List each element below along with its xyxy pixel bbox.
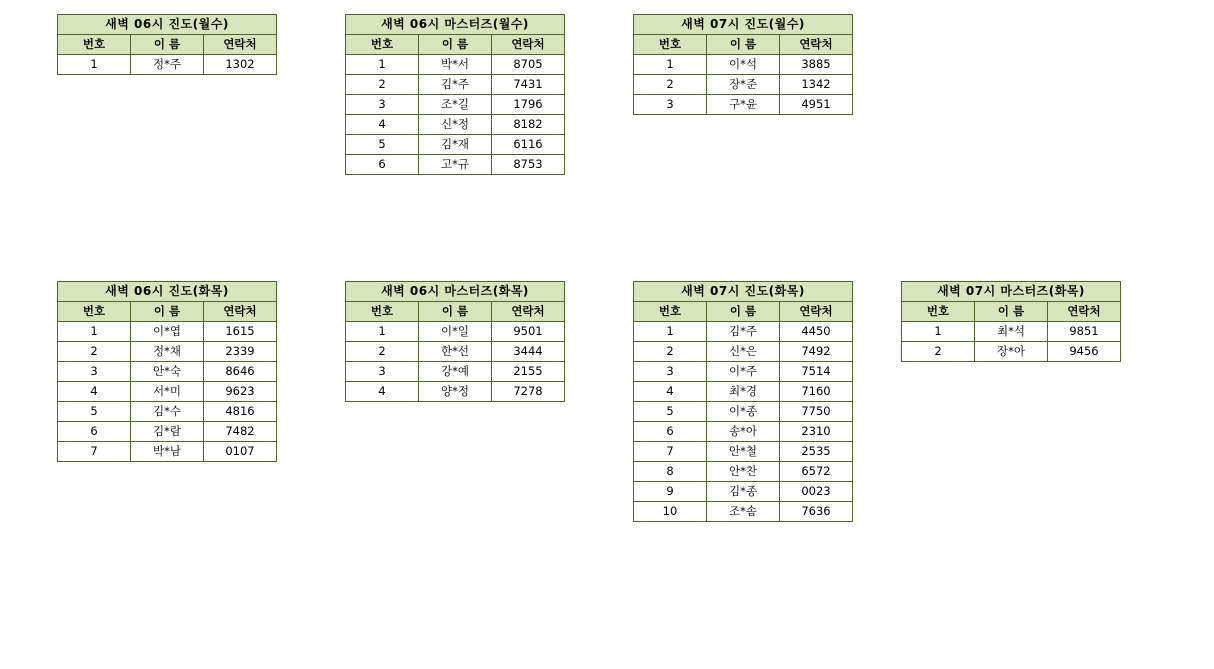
cell-number: 1	[346, 55, 419, 75]
cell-contact: 7431	[492, 75, 565, 95]
roster-table-dawn-06-jindo-tue-thu	[57, 281, 277, 462]
cell-contact: 1342	[780, 75, 853, 95]
cell-name: 최*석	[975, 322, 1048, 342]
table-row	[634, 75, 853, 95]
cell-contact: 2310	[780, 422, 853, 442]
column-header-0: 번호	[346, 35, 419, 55]
cell-number: 5	[634, 402, 707, 422]
cell-name: 신*은	[707, 342, 780, 362]
cell-contact: 9501	[492, 322, 565, 342]
cell-number: 1	[346, 322, 419, 342]
cell-contact: 6572	[780, 462, 853, 482]
cell-number: 3	[346, 362, 419, 382]
table-title: 새벽 06시 마스터즈(월수)	[346, 15, 565, 35]
cell-name: 안*철	[707, 442, 780, 462]
table-row	[58, 442, 277, 462]
table-title-row	[902, 282, 1121, 302]
table-header-row	[634, 302, 853, 322]
cell-number: 1	[58, 55, 131, 75]
column-header-2: 연락처	[204, 35, 277, 55]
column-header-2: 연락처	[492, 35, 565, 55]
table-row	[346, 135, 565, 155]
column-header-0: 번호	[58, 302, 131, 322]
cell-number: 1	[902, 322, 975, 342]
cell-number: 8	[634, 462, 707, 482]
table-header-row	[346, 35, 565, 55]
table-row	[634, 422, 853, 442]
column-header-0: 번호	[902, 302, 975, 322]
cell-contact: 3444	[492, 342, 565, 362]
cell-name: 김*종	[707, 482, 780, 502]
table-row	[634, 502, 853, 522]
cell-name: 김*주	[419, 75, 492, 95]
cell-contact: 4450	[780, 322, 853, 342]
table-row	[58, 382, 277, 402]
table-row	[58, 402, 277, 422]
cell-name: 조*솜	[707, 502, 780, 522]
table-title: 새벽 06시 진도(월수)	[58, 15, 277, 35]
column-header-1: 이 름	[131, 35, 204, 55]
cell-contact: 4816	[204, 402, 277, 422]
column-header-0: 번호	[634, 35, 707, 55]
table-header-row	[346, 302, 565, 322]
table-row	[634, 402, 853, 422]
cell-name: 이*석	[707, 55, 780, 75]
cell-number: 6	[346, 155, 419, 175]
cell-name: 김*수	[131, 402, 204, 422]
cell-number: 3	[634, 362, 707, 382]
cell-contact: 1302	[204, 55, 277, 75]
table-row	[634, 382, 853, 402]
cell-contact: 1615	[204, 322, 277, 342]
cell-contact: 2535	[780, 442, 853, 462]
table-row	[346, 322, 565, 342]
cell-contact: 7160	[780, 382, 853, 402]
table-title: 새벽 06시 마스터즈(화목)	[346, 282, 565, 302]
table-row	[634, 342, 853, 362]
cell-name: 정*주	[131, 55, 204, 75]
cell-name: 조*길	[419, 95, 492, 115]
cell-number: 4	[346, 382, 419, 402]
table-row	[902, 342, 1121, 362]
cell-contact: 7514	[780, 362, 853, 382]
table-row	[346, 382, 565, 402]
column-header-1: 이 름	[419, 302, 492, 322]
cell-number: 3	[634, 95, 707, 115]
cell-name: 안*숙	[131, 362, 204, 382]
cell-name: 최*경	[707, 382, 780, 402]
column-header-1: 이 름	[975, 302, 1048, 322]
cell-contact: 9623	[204, 382, 277, 402]
table-row	[634, 362, 853, 382]
cell-number: 2	[902, 342, 975, 362]
cell-name: 김*람	[131, 422, 204, 442]
cell-contact: 8753	[492, 155, 565, 175]
table-title-row	[346, 282, 565, 302]
cell-name: 장*준	[707, 75, 780, 95]
cell-name: 정*채	[131, 342, 204, 362]
table-row	[58, 362, 277, 382]
cell-name: 이*종	[707, 402, 780, 422]
cell-number: 4	[634, 382, 707, 402]
cell-number: 2	[634, 342, 707, 362]
cell-contact: 7636	[780, 502, 853, 522]
cell-name: 구*윤	[707, 95, 780, 115]
cell-contact: 2155	[492, 362, 565, 382]
cell-contact: 0107	[204, 442, 277, 462]
cell-name: 김*주	[707, 322, 780, 342]
table-title: 새벽 07시 진도(화목)	[634, 282, 853, 302]
cell-number: 2	[58, 342, 131, 362]
cell-contact: 8182	[492, 115, 565, 135]
table-title-row	[58, 282, 277, 302]
cell-number: 1	[58, 322, 131, 342]
cell-contact: 9851	[1048, 322, 1121, 342]
roster-table-dawn-06-masters-tue-thu	[345, 281, 565, 402]
table-title: 새벽 06시 진도(화목)	[58, 282, 277, 302]
table-title-row	[58, 15, 277, 35]
table-title-row	[634, 15, 853, 35]
column-header-2: 연락처	[780, 35, 853, 55]
table-row	[346, 115, 565, 135]
cell-contact: 9456	[1048, 342, 1121, 362]
cell-name: 서*미	[131, 382, 204, 402]
table-row	[634, 322, 853, 342]
cell-contact: 8705	[492, 55, 565, 75]
cell-number: 6	[58, 422, 131, 442]
table-row	[346, 95, 565, 115]
cell-contact: 7750	[780, 402, 853, 422]
table-title: 새벽 07시 마스터즈(화목)	[902, 282, 1121, 302]
table-row	[58, 422, 277, 442]
table-row	[346, 155, 565, 175]
cell-number: 2	[346, 75, 419, 95]
cell-name: 박*서	[419, 55, 492, 75]
cell-contact: 6116	[492, 135, 565, 155]
table-header-row	[58, 35, 277, 55]
cell-name: 김*재	[419, 135, 492, 155]
cell-contact: 0023	[780, 482, 853, 502]
roster-table-dawn-06-masters-mon-wed	[345, 14, 565, 175]
column-header-1: 이 름	[131, 302, 204, 322]
cell-number: 5	[58, 402, 131, 422]
cell-name: 신*정	[419, 115, 492, 135]
cell-contact: 7492	[780, 342, 853, 362]
column-header-1: 이 름	[707, 35, 780, 55]
cell-name: 박*남	[131, 442, 204, 462]
column-header-2: 연락처	[1048, 302, 1121, 322]
table-row	[346, 75, 565, 95]
cell-number: 5	[346, 135, 419, 155]
table-row	[58, 322, 277, 342]
cell-number: 7	[634, 442, 707, 462]
column-header-0: 번호	[634, 302, 707, 322]
cell-number: 7	[58, 442, 131, 462]
table-row	[346, 55, 565, 75]
cell-contact: 2339	[204, 342, 277, 362]
column-header-2: 연락처	[492, 302, 565, 322]
cell-number: 4	[346, 115, 419, 135]
cell-number: 1	[634, 322, 707, 342]
cell-name: 한*선	[419, 342, 492, 362]
column-header-0: 번호	[58, 35, 131, 55]
column-header-2: 연락처	[780, 302, 853, 322]
table-row	[634, 462, 853, 482]
column-header-1: 이 름	[419, 35, 492, 55]
cell-number: 6	[634, 422, 707, 442]
table-row	[634, 442, 853, 462]
cell-name: 송*아	[707, 422, 780, 442]
column-header-1: 이 름	[707, 302, 780, 322]
cell-number: 4	[58, 382, 131, 402]
cell-number: 1	[634, 55, 707, 75]
table-title-row	[634, 282, 853, 302]
cell-contact: 1796	[492, 95, 565, 115]
cell-contact: 7482	[204, 422, 277, 442]
cell-name: 이*일	[419, 322, 492, 342]
cell-number: 2	[634, 75, 707, 95]
cell-name: 안*찬	[707, 462, 780, 482]
cell-contact: 4951	[780, 95, 853, 115]
cell-name: 고*규	[419, 155, 492, 175]
table-title: 새벽 07시 진도(월수)	[634, 15, 853, 35]
cell-name: 이*주	[707, 362, 780, 382]
roster-table-dawn-07-masters-tue-thu	[901, 281, 1121, 362]
roster-table-dawn-06-jindo-mon-wed	[57, 14, 277, 75]
table-title-row	[346, 15, 565, 35]
table-header-row	[58, 302, 277, 322]
cell-number: 10	[634, 502, 707, 522]
table-row	[346, 362, 565, 382]
cell-name: 양*정	[419, 382, 492, 402]
cell-number: 3	[346, 95, 419, 115]
cell-name: 강*예	[419, 362, 492, 382]
table-row	[58, 55, 277, 75]
table-header-row	[902, 302, 1121, 322]
column-header-2: 연락처	[204, 302, 277, 322]
table-row	[902, 322, 1121, 342]
table-header-row	[634, 35, 853, 55]
cell-contact: 3885	[780, 55, 853, 75]
column-header-0: 번호	[346, 302, 419, 322]
table-row	[634, 482, 853, 502]
table-row	[346, 342, 565, 362]
cell-contact: 8646	[204, 362, 277, 382]
cell-number: 9	[634, 482, 707, 502]
cell-number: 2	[346, 342, 419, 362]
table-row	[634, 55, 853, 75]
table-row	[634, 95, 853, 115]
cell-number: 3	[58, 362, 131, 382]
roster-table-dawn-07-jindo-mon-wed	[633, 14, 853, 115]
cell-name: 이*엽	[131, 322, 204, 342]
cell-contact: 7278	[492, 382, 565, 402]
table-row	[58, 342, 277, 362]
roster-table-dawn-07-jindo-tue-thu	[633, 281, 853, 522]
cell-name: 장*아	[975, 342, 1048, 362]
